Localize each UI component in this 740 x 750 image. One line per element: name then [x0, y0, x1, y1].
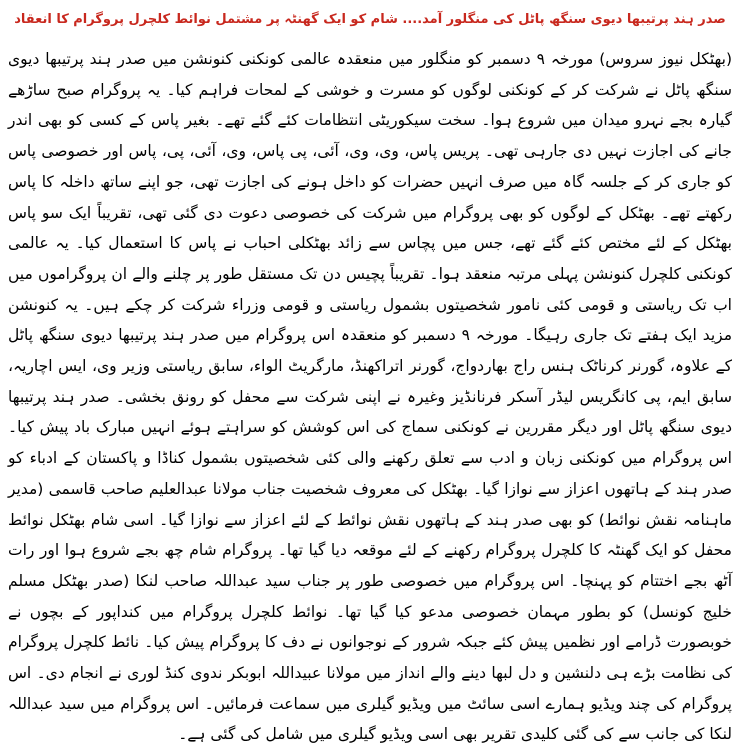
article-body: (بھٹکل نیوز سروس) مورخہ ۹ دسمبر کو منگلور میں منعقدہ عالمی کونکنی کنونشن میں صدر ہند پرتیبھا دیوی سنگھ پاٹل نے شرکت کر کے کونکنی لوگوں کو مسرت و خوشی کے لمحات فراہم کیا۔ یہ پروگرام صبح ساڑھے گیارہ بجے نہرو میدان میں شروع ہوا۔ سخت سیکوریٹی انتظامات کئے گئے تھے۔ بغیر پاس کے کسی کو بھی اندر جانے کی اجازت نہیں دی جارہی تھی۔ پریس پاس، وی، وی، آئی، پی پاس، وی، آئی، پی، پاس اور خصوصی پاس کو جاری کر کے جلسہ گاہ میں صرف انہیں حضرات کو داخل ہونے کی اجازت تھی، جو اپنے ساتھ داخلہ کا پاس رکھتے تھے۔ بھٹکل کے لوگوں کو بھی پروگرام میں شرکت کی خصوصی دعوت دی گئی تھی، تقریباً ایک سو پاس بھٹکل کے لئے مختص کئے گئے تھے، جس میں پچاس سے زائد بھٹکلی احباب نے پاس کا استعمال کیا۔ یہ عالمی کونکنی کلچرل کنونشن پہلی مرتبہ منعقد ہوا۔ تقریباً پچیس دن تک مستقل طور پر چلنے والے ان پروگراموں میں اب تک ریاستی و قومی کئی نامور شخصیتوں بشمول ریاستی و قومی وزراء شرکت کر چکے ہیں۔ یہ کنونشن مزید ایک ہفتے تک جاری رہیگا۔ مورخہ ۹ دسمبر کو منعقدہ اس پروگرام میں صدر ہند پرتیبھا دیوی سنگھ پاٹل کے علاوہ، گورنر کرناٹک ہنس راج بھاردواج، گورنر اتراکھنڈ، مارگریٹ الواء، سابق ریاستی وزیر وی، ایس اچاریہ، سابق ایم، پی کانگریس لیڈر آسکر فرنانڈیز وغیرہ نے اپنی شرکت سے محفل کو رونق بخشی۔ صدر ہند پرتیبھا دیوی سنگھ پاٹل اور دیگر مقررین نے کونکنی سماج کی اس کوشش کو سراہتے ہوئے انہیں مبارک باد پیش کیا۔ اس پروگرام میں کونکنی زبان و ادب سے تعلق رکھنے والی کئی شخصیتوں بشمول کناڈا و پاکستان کے ادباء کو صدر ہند کے ہاتھوں اعزاز سے نوازا گیا۔ بھٹکل کی معروف شخصیت جناب مولانا عبدالعلیم صاحب قاسمی (مدیر ماہنامہ نقش نوائط) کو بھی صدر ہند کے ہاتھوں نقش نوائط کے لئے اعزاز سے نوازا گیا۔ اسی شام بھٹکل نوائط محفل کو ایک گھنٹہ کا کلچرل پروگرام رکھنے کے لئے موقعہ دیا گیا تھا۔ پروگرام شام چھ بجے شروع ہوا اور رات آٹھ بجے اختتام کو پہنچا۔ اس پروگرام میں خصوصی طور پر جناب سید عبداللہ صاحب لنکا (صدر بھٹکل مسلم خلیج کونسل) کو بطور مہمان خصوصی مدعو کیا گیا تھا۔ نوائط کلچرل پروگرام میں کنداپور کے بچوں نے خوبصورت ڈرامے اور نظمیں پیش کئے جبکہ شرور کے نوجوانوں نے دف کا پروگرام پیش کیا۔ نائط کلچرل پروگرام کی نظامت بڑے ہی دلنشین و دل لبھا دینے والے انداز میں مولانا عبیداللہ ابوبکر ندوی کنڈ لوری نے انجام دی۔ اس پروگرام کی چند ویڈیو ہمارے اسی سائٹ میں ویڈیو گیلری میں سماعت فرمائیں۔ اس پروگرام میں سید عبداللہ لنکا کی جانب سے کی گئی کلیدی تقریر بھی اسی ویڈیو گیلری میں شامل کی گئی ہے۔ — [8, 50, 733, 744]
article-headline: صدر ہند پرتیبھا دیوی سنگھ پاٹل کی منگلور آمد.... شام کو ایک گھنٹہ پر مشتمل نوائط کلچرل پروگرام کا انعقاد — [14, 12, 726, 27]
